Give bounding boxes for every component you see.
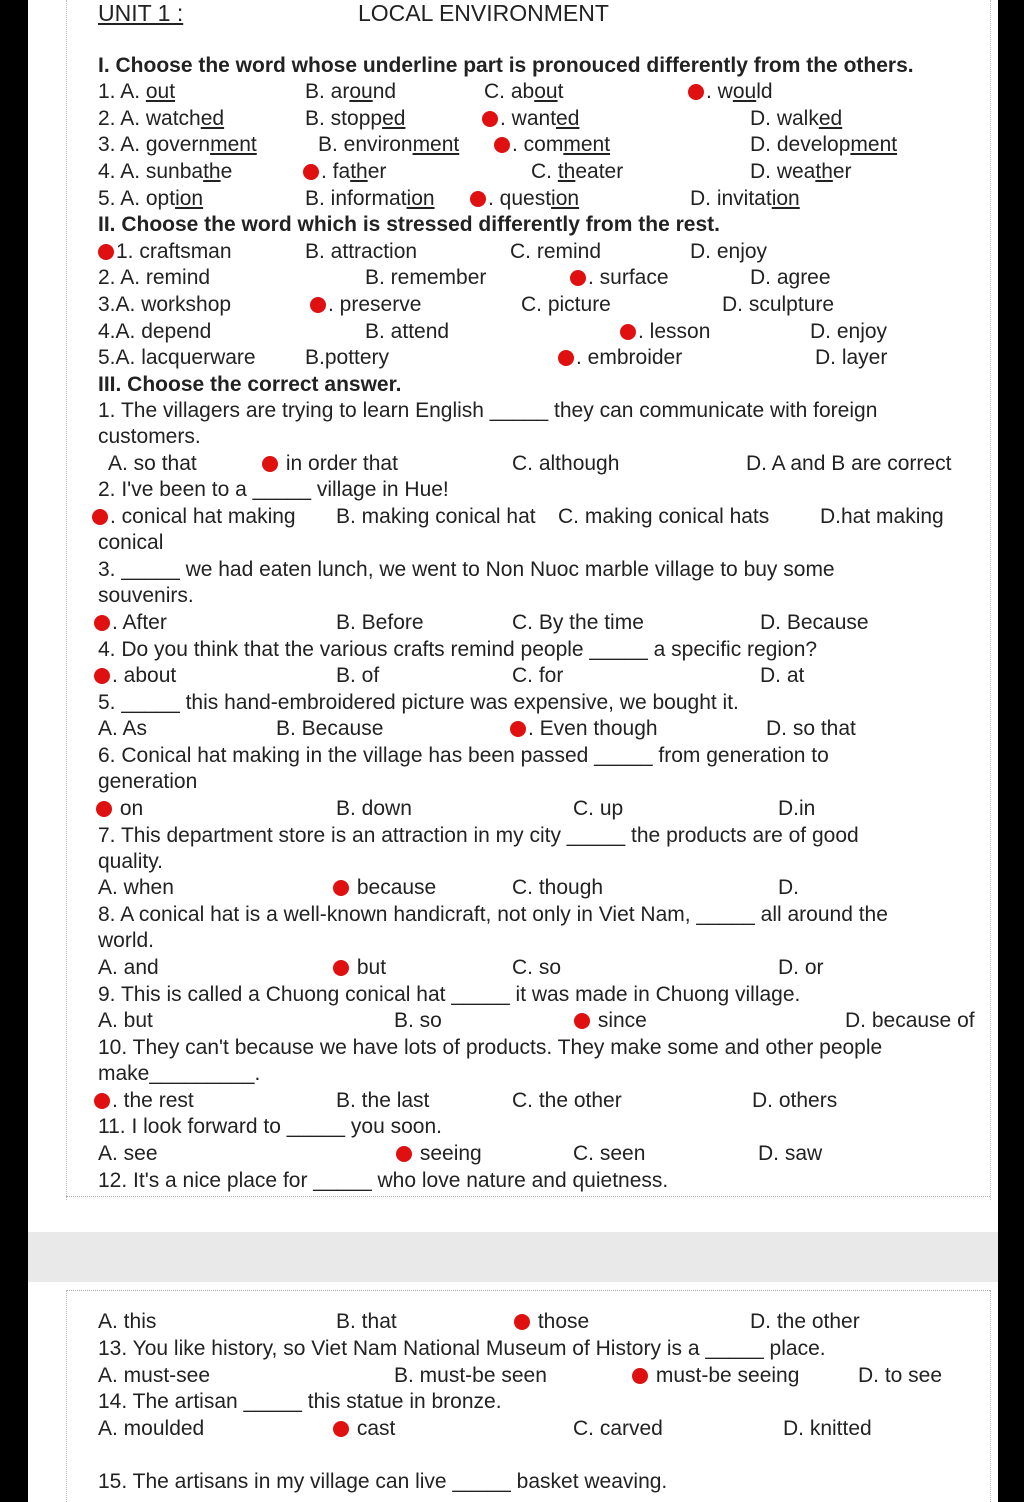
- answer-marker-icon: [620, 324, 636, 340]
- option: C. seen: [573, 1142, 646, 1165]
- margin-line: [990, 1290, 991, 1502]
- option: 3. A. government: [98, 133, 257, 156]
- option: B. remember: [365, 266, 487, 289]
- selected-option: those: [514, 1309, 589, 1335]
- selected-option: . surface: [570, 265, 669, 291]
- question-stem: 6. Conical hat making in the village has been passed _____ from generation to: [98, 744, 829, 767]
- question-stem: 3. _____ we had eaten lunch, we went to Non Nuoc marble village to buy some: [98, 558, 835, 581]
- answer-marker-icon: [94, 1093, 110, 1109]
- question-stem: 4. Do you think that the various crafts remind people _____ a specific region?: [98, 638, 818, 661]
- selected-option: . would: [688, 79, 773, 105]
- margin-line: [990, 0, 991, 1200]
- option: B. attraction: [305, 240, 418, 263]
- option: D. layer: [815, 346, 888, 369]
- option: D. so that: [766, 717, 856, 740]
- option: B. that: [336, 1310, 397, 1333]
- option: B. down: [336, 797, 412, 820]
- section-title: I. Choose the word whose underline part is pronouced differently from the others.: [98, 54, 914, 77]
- option: D. weather: [750, 160, 852, 183]
- unit-topic: LOCAL ENVIRONMENT: [358, 0, 609, 26]
- answer-marker-icon: [333, 880, 349, 896]
- answer-marker-icon: [570, 270, 586, 286]
- selected-option: . the rest: [94, 1088, 194, 1114]
- answer-marker-icon: [310, 297, 326, 313]
- option: D. to see: [858, 1364, 943, 1387]
- selected-option: . embroider: [558, 345, 682, 371]
- question-stem: 7. This department store is an attraction in my city _____ the products are of good: [98, 824, 859, 847]
- page-gap: [28, 1232, 998, 1282]
- option: D. enjoy: [810, 320, 888, 343]
- option: 1. A. out: [98, 80, 176, 103]
- margin-line: [66, 1290, 67, 1502]
- option: C. theater: [531, 160, 624, 183]
- answer-marker-icon: [396, 1146, 412, 1162]
- question-stem: 14. The artisan _____ this statue in bronze.: [98, 1390, 502, 1413]
- option: D. at: [760, 664, 805, 687]
- option: C. although: [512, 452, 620, 475]
- option: B. must-be seen: [394, 1364, 547, 1387]
- question-stem-cont: make_________.: [98, 1062, 261, 1085]
- selected-option: . father: [303, 159, 386, 185]
- option: B. information: [305, 187, 435, 210]
- option: A. when: [98, 876, 174, 899]
- option: D. agree: [750, 266, 831, 289]
- option: D. knitted: [783, 1417, 872, 1440]
- margin-line: [66, 0, 67, 1200]
- selected-option: in order that: [262, 451, 398, 477]
- option: D. A and B are correct: [746, 452, 952, 475]
- answer-marker-icon: [688, 84, 704, 100]
- selected-option: . Even though: [510, 716, 658, 742]
- option: B.pottery: [305, 346, 390, 369]
- question-stem: 13. You like history, so Viet Nam National Museum of History is a _____ place.: [98, 1337, 826, 1360]
- question-stem: 8. A conical hat is a well-known handicraft, not only in Viet Nam, _____ all around the: [98, 903, 888, 926]
- question-stem: 9. This is called a Chuong conical hat _____ it was made in Chuong village.: [98, 983, 801, 1006]
- section-title: III. Choose the correct answer.: [98, 373, 402, 396]
- option: D. the other: [750, 1310, 860, 1333]
- option: B. stopped: [305, 107, 406, 130]
- option: C. though: [512, 876, 604, 899]
- option: B. environment: [318, 133, 460, 156]
- question-stem-cont: customers.: [98, 425, 201, 448]
- answer-marker-icon: [514, 1314, 530, 1330]
- option: D.in: [778, 797, 816, 820]
- option: C. carved: [573, 1417, 663, 1440]
- page-border: [66, 1290, 990, 1291]
- option: B. the last: [336, 1089, 430, 1112]
- answer-marker-icon: [98, 244, 114, 260]
- option: D. saw: [758, 1142, 823, 1165]
- option: A. As: [98, 717, 148, 740]
- question-stem: 1. The villagers are trying to learn English _____ they can communicate with foreign: [98, 399, 878, 422]
- option: B. around: [305, 80, 397, 103]
- option: A. moulded: [98, 1417, 205, 1440]
- question-stem: 12. It's a nice place for _____ who love nature and quietness.: [98, 1169, 669, 1192]
- question-stem-cont: quality.: [98, 850, 163, 873]
- option: B. Before: [336, 611, 424, 634]
- option: C. the other: [512, 1089, 622, 1112]
- option: D. or: [778, 956, 824, 979]
- option: C. By the time: [512, 611, 644, 634]
- option: A. and: [98, 956, 159, 979]
- option: D.hat making: [820, 505, 944, 528]
- question-stem: 5. _____ this hand-embroidered picture was expensive, we bought it.: [98, 691, 739, 714]
- option: B. of: [336, 664, 380, 687]
- option: D. sculpture: [722, 293, 835, 316]
- selected-option: . question: [470, 186, 579, 212]
- answer-marker-icon: [333, 960, 349, 976]
- selected-option: on: [96, 796, 143, 822]
- option: A. but: [98, 1009, 153, 1032]
- option: 2. A. watched: [98, 107, 225, 130]
- selected-option: because: [333, 875, 436, 901]
- option: 4.A. depend: [98, 320, 212, 343]
- question-stem: 15. The artisans in my village can live _____ basket weaving.: [98, 1470, 668, 1493]
- option: 2. A. remind: [98, 266, 211, 289]
- page-border: [66, 1196, 990, 1197]
- selected-option: since: [574, 1008, 647, 1034]
- answer-marker-icon: [510, 721, 526, 737]
- question-stem-cont: world.: [98, 929, 155, 952]
- option: C. so: [512, 956, 562, 979]
- answer-marker-icon: [333, 1421, 349, 1437]
- option: 5.A. lacquerware: [98, 346, 256, 369]
- option: A. this: [98, 1310, 157, 1333]
- answer-marker-icon: [482, 111, 498, 127]
- option: B. attend: [365, 320, 450, 343]
- selected-option: cast: [333, 1416, 395, 1442]
- option: B. making conical hat: [336, 505, 536, 528]
- answer-marker-icon: [94, 615, 110, 631]
- selected-option: . preserve: [310, 292, 421, 318]
- answer-marker-icon: [303, 164, 319, 180]
- option: C. up: [573, 797, 624, 820]
- option: D.: [778, 876, 799, 899]
- answer-marker-icon: [632, 1368, 648, 1384]
- answer-marker-icon: [94, 668, 110, 684]
- option: 3.A. workshop: [98, 293, 232, 316]
- answer-marker-icon: [262, 456, 278, 472]
- selected-option: 1. craftsman: [98, 239, 232, 265]
- question-stem: 11. I look forward to _____ you soon.: [98, 1115, 442, 1138]
- selected-option: . After: [94, 610, 167, 636]
- option: B. so: [394, 1009, 442, 1032]
- selected-option: seeing: [396, 1141, 482, 1167]
- answer-marker-icon: [494, 137, 510, 153]
- option: D. Because: [760, 611, 869, 634]
- option: B. Because: [276, 717, 384, 740]
- unit-label: UNIT 1 :: [98, 0, 184, 26]
- question-stem: 10. They can't because we have lots of products. They make some and other people: [98, 1036, 883, 1059]
- option: A. must-see: [98, 1364, 211, 1387]
- option: D. invitation: [690, 187, 800, 210]
- selected-option: . comment: [494, 132, 610, 158]
- answer-marker-icon: [558, 350, 574, 366]
- option: C. picture: [521, 293, 611, 316]
- question-stem: 2. I've been to a _____ village in Hue!: [98, 478, 449, 501]
- option: D. because of: [845, 1009, 975, 1032]
- option: D. walked: [750, 107, 843, 130]
- section-title: II. Choose the word which is stressed differently from the rest.: [98, 213, 720, 236]
- option: D. development: [750, 133, 898, 156]
- option: 4. A. sunbathe: [98, 160, 233, 183]
- option: C. for: [512, 664, 564, 687]
- question-stem-cont: generation: [98, 770, 198, 793]
- selected-option: . conical hat making: [92, 504, 296, 530]
- option: C. remind: [510, 240, 602, 263]
- option: C. about: [484, 80, 564, 103]
- answer-marker-icon: [92, 509, 108, 525]
- selected-option: . about: [94, 663, 176, 689]
- answer-marker-icon: [574, 1013, 590, 1029]
- option: D. others: [752, 1089, 838, 1112]
- option: 5. A. option: [98, 187, 204, 210]
- selected-option: but: [333, 955, 386, 981]
- selected-option: must-be seeing: [632, 1363, 799, 1389]
- answer-marker-icon: [96, 801, 112, 817]
- answer-marker-icon: [470, 191, 486, 207]
- selected-option: . lesson: [620, 319, 710, 345]
- option: A. see: [98, 1142, 158, 1165]
- question-stem-cont: conical: [98, 531, 164, 554]
- selected-option: . wanted: [482, 106, 579, 132]
- option: A. so that: [108, 452, 197, 475]
- option: C. making conical hats: [558, 505, 770, 528]
- option: D. enjoy: [690, 240, 768, 263]
- question-stem-cont: souvenirs.: [98, 584, 194, 607]
